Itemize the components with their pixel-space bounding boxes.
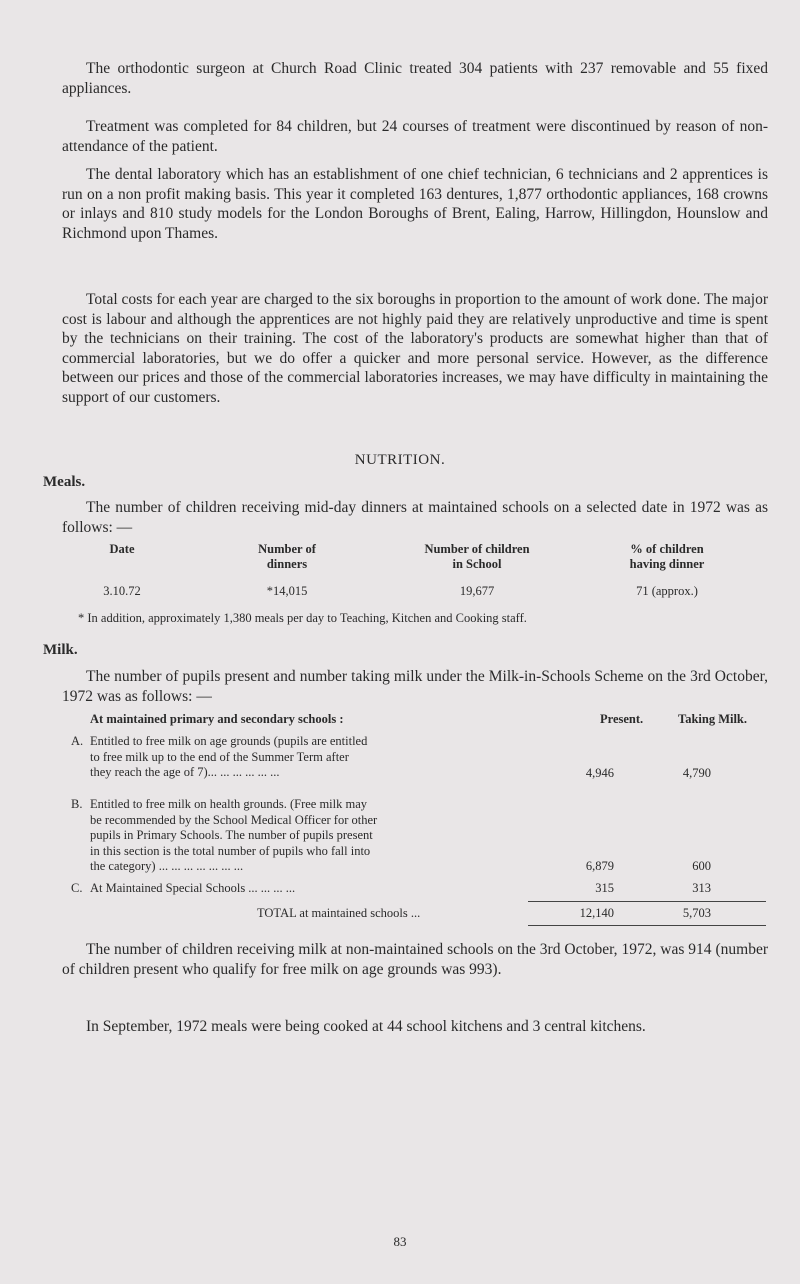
milk-total-present: 12,140 (579, 906, 614, 920)
header-children-line2: in School (452, 557, 502, 571)
row-b-line: be recommended by the School Medical Officer for other (90, 812, 378, 827)
row-c-present: 315 (595, 881, 614, 895)
page-number: 83 (393, 1234, 407, 1249)
header-children-line1: Number of children (424, 542, 530, 556)
milk-header-present: Present. (600, 712, 644, 726)
header-pct-line1: % of children (630, 542, 704, 556)
row-b-taking: 600 (692, 859, 711, 873)
row-a-taking: 4,790 (682, 766, 711, 780)
meals-intro: The number of children receiving mid-day dinners at maintained schools on a selected date in 1972 was as follows: — (62, 499, 768, 536)
milk-row-c (71, 881, 571, 899)
milk-row-b (71, 797, 571, 877)
meals-header-children (392, 542, 562, 572)
row-b-line: in this section is the total number of pupils who fall into (90, 843, 371, 858)
row-c-letter: C. (71, 881, 83, 895)
milk-total-label: TOTAL at maintained schools ... (257, 906, 421, 920)
row-a-line: they reach the age of 7)... ... ... ... ... ... (90, 765, 280, 779)
meals-header-dinners (222, 542, 352, 572)
header-dinners-line1: Number of (258, 542, 316, 556)
paragraph-costs: Total costs for each year are charged to the six boroughs in proportion to the amount of work done. The major cost is labour and although the apprentices are not highly paid they are relatively unproductive and time is spent by the technicians on their training. The cost of the laboratory's products are somewhat higher than that of commercial laboratories, but we do offer a quicker and more personal service. However, as the difference between our prices and those of the commercial laboratories increases, we may have difficulty in maintaining the support of our customers. (62, 291, 768, 406)
paragraph-orthodontic: The orthodontic surgeon at Church Road Clinic treated 304 patients with 237 removable and 55 fixed appliances. (62, 60, 768, 97)
row-b-description (90, 797, 570, 875)
milk-header-taking: Taking Milk. (678, 712, 748, 726)
header-dinners-line2: dinners (266, 557, 308, 571)
milk-header-category: At maintained primary and secondary schools : (90, 712, 344, 726)
meals-cell-pct: 71 (approx.) (636, 584, 698, 598)
paragraph-treatment: Treatment was completed for 84 children, but 24 courses of treatment were discontinued by reason of non-attendance of the patient. (62, 118, 768, 155)
paragraph-kitchens: In September, 1972 meals were being cooked at 44 school kitchens and 3 central kitchens. (86, 1018, 646, 1035)
row-b-present: 6,879 (585, 859, 614, 873)
row-b-line: Entitled to free milk on health grounds. (Free milk may (90, 797, 368, 811)
meals-cell-date: 3.10.72 (103, 584, 141, 598)
row-a-present: 4,946 (585, 766, 614, 780)
meals-cell-dinners: *14,015 (266, 584, 308, 598)
total-rule-bottom (528, 925, 766, 926)
row-c-line: At Maintained Special Schools ... ... ... ... (90, 881, 296, 895)
row-b-letter: B. (71, 797, 83, 811)
row-b-line: the category) ... ... ... ... ... ... ... (90, 859, 244, 873)
nutrition-heading: NUTRITION. (354, 452, 446, 468)
meals-header-pct (592, 542, 742, 572)
row-a-line: Entitled to free milk on age grounds (pupils are entitled (90, 734, 368, 748)
meals-heading: Meals. (43, 474, 86, 490)
milk-row-a (71, 734, 571, 784)
row-a-letter: A. (71, 734, 84, 748)
milk-heading: Milk. (43, 642, 78, 658)
total-rule-top (528, 901, 766, 902)
header-pct-line2: having dinner (629, 557, 705, 571)
row-c-description (90, 881, 570, 897)
row-a-line: to free milk up to the end of the Summer Term after (90, 749, 349, 764)
row-b-line: pupils in Primary Schools. The number of pupils present (90, 828, 373, 842)
paragraph-dental-laboratory: The dental laboratory which has an establishment of one chief technician, 6 technicians and 2 apprentices is run on a non profit making basis. This year it completed 163 dentures, 1,877 orthodontic appliances, 168 crowns or inlays and 810 study models for the London Boroughs of Brent, Ealing, Harrow, Hillingdon, Hounslow and Richmond upon Thames. (62, 166, 768, 242)
row-c-taking: 313 (692, 881, 711, 895)
paragraph-non-maintained: The number of children receiving milk at non-maintained schools on the 3rd October, 1972, was 914 (number of children present who qualify for free milk on age grounds was 993). (62, 941, 768, 978)
milk-intro: The number of pupils present and number taking milk under the Milk-in-Schools Scheme on the 3rd October, 1972 was as follows: — (62, 668, 768, 705)
milk-total-taking: 5,703 (682, 906, 711, 920)
header-date-text: Date (109, 542, 135, 556)
row-a-description (90, 734, 570, 781)
meals-header-date (62, 542, 182, 557)
meals-footnote: * In addition, approximately 1,380 meals per day to Teaching, Kitchen and Cooking staff. (78, 611, 527, 625)
meals-cell-children: 19,677 (459, 584, 495, 598)
